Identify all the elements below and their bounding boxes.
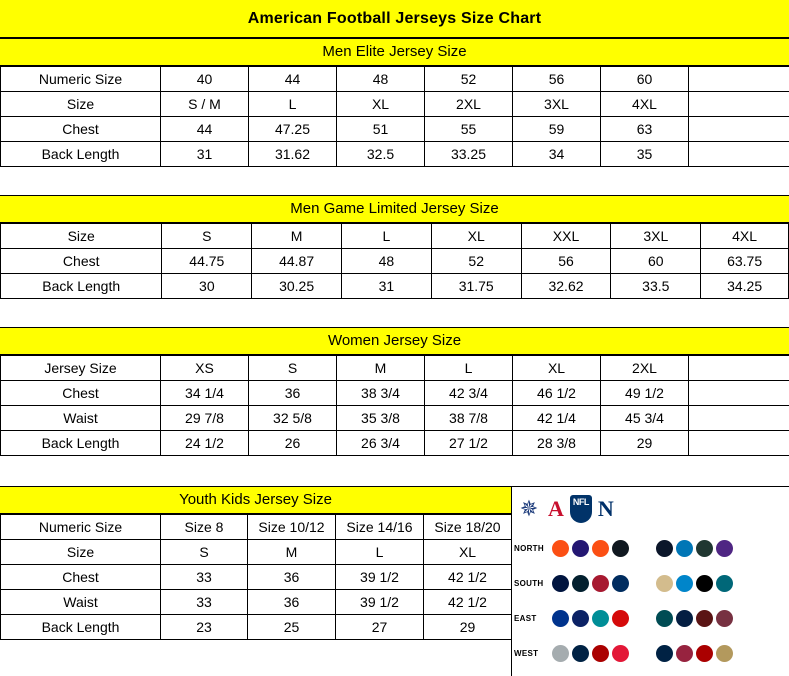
cell: 35 (601, 142, 689, 167)
team-logo-icon (612, 645, 629, 662)
row-label: Chest (1, 117, 161, 142)
nfc-south-teams (656, 575, 760, 592)
row-label: Chest (1, 565, 161, 590)
row-label: Numeric Size (1, 67, 161, 92)
cell: 4XL (601, 92, 689, 117)
team-logo-icon (716, 540, 733, 557)
cell: 63.75 (701, 249, 789, 274)
row-label: Waist (1, 406, 161, 431)
cell: 32.5 (337, 142, 425, 167)
team-logo-icon (552, 610, 569, 627)
team-logo-icon (696, 610, 713, 627)
cell: 38 7/8 (425, 406, 513, 431)
cell: 2XL (425, 92, 513, 117)
team-logo-icon (696, 575, 713, 592)
nfc-east-teams (656, 610, 760, 627)
cell: S / M (161, 92, 249, 117)
team-logo-icon (572, 645, 589, 662)
cell: Size 18/20 (424, 515, 512, 540)
cell: L (342, 224, 432, 249)
cell: XXL (521, 224, 611, 249)
cell: 60 (601, 67, 689, 92)
team-logo-icon (592, 575, 609, 592)
cell: S (162, 224, 252, 249)
cell-empty (689, 431, 789, 456)
cell: S (249, 356, 337, 381)
cell: 25 (248, 615, 336, 640)
cell-empty (689, 356, 789, 381)
pro-bowl-star-icon: ✵ (516, 496, 542, 522)
section-heading-women: Women Jersey Size (0, 327, 789, 355)
row-label: Size (1, 92, 161, 117)
cell: 44 (161, 117, 249, 142)
table-row (1, 224, 789, 249)
cell: 2XL (601, 356, 689, 381)
cell: 49 1/2 (601, 381, 689, 406)
table-row (1, 92, 789, 117)
cell-empty (689, 406, 789, 431)
cell: 42 1/2 (424, 590, 512, 615)
cell: 38 3/4 (337, 381, 425, 406)
section-heading-men-elite: Men Elite Jersey Size (0, 38, 789, 66)
row-label: Jersey Size (1, 356, 161, 381)
team-logo-icon (552, 645, 569, 662)
team-logo-icon (552, 540, 569, 557)
cell: 26 (249, 431, 337, 456)
team-logo-icon (696, 540, 713, 557)
table-row (1, 540, 512, 565)
cell: 52 (431, 249, 521, 274)
team-logo-icon (696, 645, 713, 662)
cell: 26 3/4 (337, 431, 425, 456)
spacer (0, 299, 789, 327)
table-men-game-limited (0, 223, 789, 299)
table-women (0, 355, 789, 456)
section-youth-kids (0, 486, 789, 640)
cell: 33 (161, 590, 248, 615)
cell: 34 (513, 142, 601, 167)
cell: 42 1/2 (424, 565, 512, 590)
row-label: Back Length (1, 431, 161, 456)
cell: 42 1/4 (513, 406, 601, 431)
cell: 33 (161, 565, 248, 590)
cell: 45 3/4 (601, 406, 689, 431)
team-logo-icon (572, 540, 589, 557)
table-row (1, 406, 789, 431)
cell: 39 1/2 (336, 565, 424, 590)
table-row (1, 142, 789, 167)
cell: 56 (521, 249, 611, 274)
team-logo-icon (552, 575, 569, 592)
team-logo-icon (716, 610, 733, 627)
cell: 32.62 (521, 274, 611, 299)
cell: 29 (601, 431, 689, 456)
cell: 36 (249, 381, 337, 406)
team-logo-icon (612, 610, 629, 627)
row-label: Chest (1, 381, 161, 406)
table-row (1, 515, 512, 540)
spacer (0, 456, 789, 486)
team-logo-icon (592, 540, 609, 557)
row-label: Size (1, 224, 162, 249)
division-label: WEST (514, 649, 552, 658)
cell: 48 (337, 67, 425, 92)
cell: 30.25 (252, 274, 342, 299)
cell: 40 (161, 67, 249, 92)
cell: 47.25 (249, 117, 337, 142)
nfl-shield-icon: NFL (570, 495, 592, 523)
team-logo-icon (656, 540, 673, 557)
afc-logo-icon: A (548, 496, 564, 522)
cell: XL (424, 540, 512, 565)
afc-east-teams (552, 610, 656, 627)
row-label: Back Length (1, 615, 161, 640)
cell: 35 3/8 (337, 406, 425, 431)
division-label: EAST (514, 614, 552, 623)
cell: L (425, 356, 513, 381)
section-men-elite (0, 38, 789, 167)
cell: 33.5 (611, 274, 701, 299)
cell: 48 (342, 249, 432, 274)
division-row-east (514, 601, 789, 636)
cell: 3XL (611, 224, 701, 249)
section-heading-men-game-limited: Men Game Limited Jersey Size (0, 195, 789, 223)
team-logo-icon (716, 645, 733, 662)
division-row-west (514, 636, 789, 671)
nfc-west-teams (656, 645, 760, 662)
cell: 32 5/8 (249, 406, 337, 431)
row-label: Chest (1, 249, 162, 274)
table-row (1, 381, 789, 406)
table-row (1, 615, 512, 640)
cell: 52 (425, 67, 513, 92)
row-label: Numeric Size (1, 515, 161, 540)
cell: 33.25 (425, 142, 513, 167)
table-row (1, 117, 789, 142)
team-logo-icon (716, 575, 733, 592)
cell: 31 (342, 274, 432, 299)
cell: 44 (249, 67, 337, 92)
cell: M (252, 224, 342, 249)
team-logo-icon (676, 610, 693, 627)
division-label: NORTH (514, 544, 552, 553)
cell: 31.62 (249, 142, 337, 167)
cell: 44.87 (252, 249, 342, 274)
cell: Size 14/16 (336, 515, 424, 540)
table-row (1, 274, 789, 299)
table-row (1, 565, 512, 590)
cell: 59 (513, 117, 601, 142)
cell: 34.25 (701, 274, 789, 299)
cell: 34 1/4 (161, 381, 249, 406)
division-row-south (514, 566, 789, 601)
afc-north-teams (552, 540, 656, 557)
cell: 55 (425, 117, 513, 142)
conference-header-row (512, 487, 789, 531)
cell: 31.75 (431, 274, 521, 299)
cell: XL (513, 356, 601, 381)
table-row (1, 356, 789, 381)
cell: 28 3/8 (513, 431, 601, 456)
cell-empty (689, 381, 789, 406)
team-logo-icon (676, 575, 693, 592)
afc-west-teams (552, 645, 656, 662)
cell: 29 (424, 615, 512, 640)
cell: 46 1/2 (513, 381, 601, 406)
team-logo-icon (612, 575, 629, 592)
cell: XS (161, 356, 249, 381)
division-row-north (514, 531, 789, 566)
nfc-north-teams (656, 540, 760, 557)
cell: L (336, 540, 424, 565)
cell-empty (689, 92, 789, 117)
team-logo-icon (656, 645, 673, 662)
page-title: American Football Jerseys Size Chart (248, 10, 542, 28)
cell: 39 1/2 (336, 590, 424, 615)
cell: 27 (336, 615, 424, 640)
nfl-team-logo-panel (511, 486, 789, 676)
spacer (0, 167, 789, 195)
cell: 31 (161, 142, 249, 167)
row-label: Waist (1, 590, 161, 615)
cell: 60 (611, 249, 701, 274)
nfc-logo-icon: N (598, 496, 614, 522)
table-row (1, 249, 789, 274)
cell: 30 (162, 274, 252, 299)
division-label: SOUTH (514, 579, 552, 588)
cell: 36 (248, 590, 336, 615)
division-rows (512, 531, 789, 671)
cell: XL (337, 92, 425, 117)
table-men-elite (0, 66, 789, 167)
cell: 42 3/4 (425, 381, 513, 406)
cell: Size 8 (161, 515, 248, 540)
team-logo-icon (592, 610, 609, 627)
team-logo-icon (592, 645, 609, 662)
cell: 27 1/2 (425, 431, 513, 456)
row-label: Back Length (1, 142, 161, 167)
cell: XL (431, 224, 521, 249)
team-logo-icon (656, 610, 673, 627)
row-label: Back Length (1, 274, 162, 299)
section-women (0, 327, 789, 456)
table-row (1, 431, 789, 456)
cell: 24 1/2 (161, 431, 249, 456)
cell: 23 (161, 615, 248, 640)
cell-empty (689, 67, 789, 92)
cell: 51 (337, 117, 425, 142)
team-logo-icon (572, 575, 589, 592)
row-label: Size (1, 540, 161, 565)
team-logo-icon (572, 610, 589, 627)
cell-empty (689, 117, 789, 142)
table-row (1, 67, 789, 92)
cell: 3XL (513, 92, 601, 117)
cell: 63 (601, 117, 689, 142)
table-youth-kids (0, 514, 512, 640)
cell: 29 7/8 (161, 406, 249, 431)
cell: 4XL (701, 224, 789, 249)
cell: 44.75 (162, 249, 252, 274)
section-men-game-limited (0, 195, 789, 299)
cell: 36 (248, 565, 336, 590)
cell: 56 (513, 67, 601, 92)
team-logo-icon (676, 645, 693, 662)
chart-title-bar (0, 0, 789, 38)
team-logo-icon (656, 575, 673, 592)
cell: Size 10/12 (248, 515, 336, 540)
team-logo-icon (676, 540, 693, 557)
afc-south-teams (552, 575, 656, 592)
section-heading-youth-kids: Youth Kids Jersey Size (0, 486, 511, 514)
cell: M (248, 540, 336, 565)
cell: S (161, 540, 248, 565)
cell-empty (689, 142, 789, 167)
table-row (1, 590, 512, 615)
cell: M (337, 356, 425, 381)
cell: L (249, 92, 337, 117)
team-logo-icon (612, 540, 629, 557)
